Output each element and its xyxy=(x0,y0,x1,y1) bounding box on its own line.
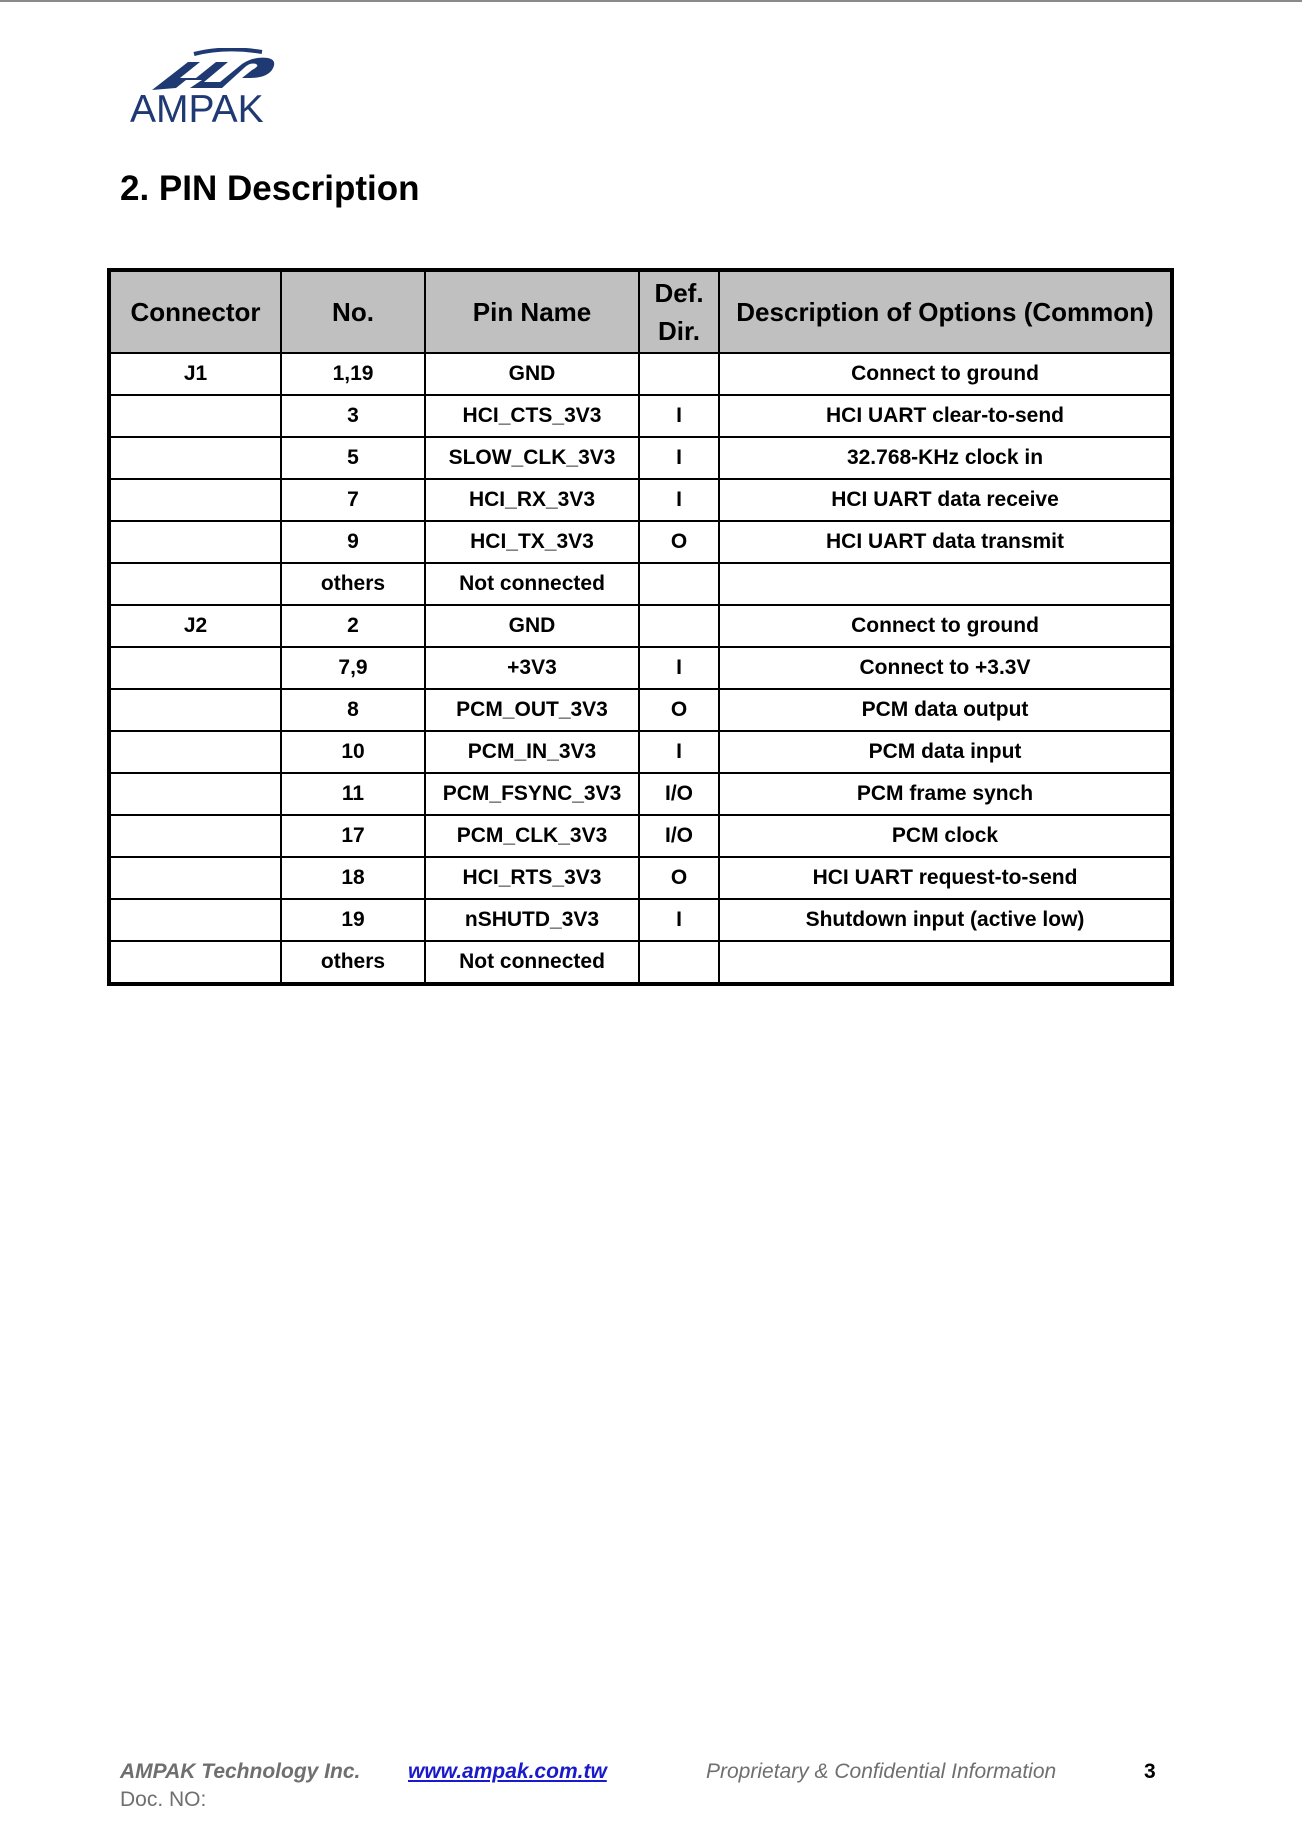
cell-dir: I/O xyxy=(639,773,719,815)
cell-dir: I xyxy=(639,395,719,437)
cell-no: 7 xyxy=(281,479,425,521)
cell-no: 2 xyxy=(281,605,425,647)
cell-connector xyxy=(109,647,281,689)
cell-pin-name: HCI_RTS_3V3 xyxy=(425,857,639,899)
cell-dir: I xyxy=(639,899,719,941)
cell-pin-name: HCI_CTS_3V3 xyxy=(425,395,639,437)
cell-no: 5 xyxy=(281,437,425,479)
cell-connector xyxy=(109,941,281,984)
cell-description: PCM data output xyxy=(719,689,1172,731)
table-row xyxy=(109,773,1172,815)
table-row xyxy=(109,605,1172,647)
cell-description: PCM clock xyxy=(719,815,1172,857)
table-row xyxy=(109,941,1172,984)
cell-dir xyxy=(639,563,719,605)
cell-description: HCI UART data transmit xyxy=(719,521,1172,563)
cell-no: 7,9 xyxy=(281,647,425,689)
header-no: No. xyxy=(281,270,425,353)
header-def-dir xyxy=(639,270,719,353)
cell-no: 9 xyxy=(281,521,425,563)
table-row xyxy=(109,437,1172,479)
cell-pin-name: PCM_OUT_3V3 xyxy=(425,689,639,731)
cell-connector xyxy=(109,689,281,731)
cell-pin-name: HCI_RX_3V3 xyxy=(425,479,639,521)
header-def-dir-line1: Def. xyxy=(654,278,704,308)
cell-pin-name: PCM_IN_3V3 xyxy=(425,731,639,773)
ampak-logo-mark-icon xyxy=(130,48,290,92)
logo-wordmark: AMPAK xyxy=(130,88,264,131)
cell-pin-name: nSHUTD_3V3 xyxy=(425,899,639,941)
cell-description: PCM data input xyxy=(719,731,1172,773)
cell-description: Connect to +3.3V xyxy=(719,647,1172,689)
cell-description: HCI UART data receive xyxy=(719,479,1172,521)
table-row xyxy=(109,395,1172,437)
cell-description: HCI UART clear-to-send xyxy=(719,395,1172,437)
cell-no: 3 xyxy=(281,395,425,437)
cell-description: Connect to ground xyxy=(719,353,1172,395)
pin-description-table xyxy=(107,268,1174,986)
footer-company: AMPAK Technology Inc. xyxy=(120,1760,361,1783)
cell-no: 18 xyxy=(281,857,425,899)
cell-connector: J1 xyxy=(109,353,281,395)
cell-description: 32.768-KHz clock in xyxy=(719,437,1172,479)
cell-connector xyxy=(109,815,281,857)
cell-dir: I/O xyxy=(639,815,719,857)
table-row xyxy=(109,689,1172,731)
cell-dir xyxy=(639,941,719,984)
cell-pin-name: PCM_FSYNC_3V3 xyxy=(425,773,639,815)
table-row xyxy=(109,857,1172,899)
cell-connector xyxy=(109,731,281,773)
table-row xyxy=(109,521,1172,563)
cell-connector xyxy=(109,437,281,479)
cell-dir: O xyxy=(639,689,719,731)
cell-description: PCM frame synch xyxy=(719,773,1172,815)
cell-connector xyxy=(109,395,281,437)
cell-connector xyxy=(109,521,281,563)
footer-doc-no: Doc. NO: xyxy=(120,1788,207,1811)
cell-no: 10 xyxy=(281,731,425,773)
cell-pin-name: GND xyxy=(425,605,639,647)
cell-no: 17 xyxy=(281,815,425,857)
cell-pin-name: HCI_TX_3V3 xyxy=(425,521,639,563)
top-rule xyxy=(0,0,1302,2)
table-row xyxy=(109,647,1172,689)
cell-pin-name: GND xyxy=(425,353,639,395)
header-connector: Connector xyxy=(109,270,281,353)
cell-pin-name: Not connected xyxy=(425,941,639,984)
cell-connector xyxy=(109,563,281,605)
cell-pin-name: Not connected xyxy=(425,563,639,605)
cell-no: others xyxy=(281,563,425,605)
cell-dir: I xyxy=(639,647,719,689)
cell-connector xyxy=(109,899,281,941)
section-title: 2. PIN Description xyxy=(120,169,420,208)
cell-no: 8 xyxy=(281,689,425,731)
table-row xyxy=(109,479,1172,521)
cell-pin-name: SLOW_CLK_3V3 xyxy=(425,437,639,479)
cell-dir: I xyxy=(639,479,719,521)
cell-connector xyxy=(109,773,281,815)
table-header-row xyxy=(109,270,1172,353)
page-footer xyxy=(120,1760,1180,1816)
cell-description xyxy=(719,563,1172,605)
header-pin-name: Pin Name xyxy=(425,270,639,353)
cell-dir: O xyxy=(639,857,719,899)
cell-connector: J2 xyxy=(109,605,281,647)
cell-no: 19 xyxy=(281,899,425,941)
cell-description: Shutdown input (active low) xyxy=(719,899,1172,941)
cell-no: 11 xyxy=(281,773,425,815)
table-row xyxy=(109,815,1172,857)
cell-dir xyxy=(639,353,719,395)
cell-dir: O xyxy=(639,521,719,563)
footer-url-link[interactable]: www.ampak.com.tw xyxy=(408,1760,607,1783)
table-row xyxy=(109,353,1172,395)
ampak-logo xyxy=(130,48,290,134)
cell-pin-name: PCM_CLK_3V3 xyxy=(425,815,639,857)
cell-description xyxy=(719,941,1172,984)
footer-confidential: Proprietary & Confidential Information xyxy=(706,1760,1057,1783)
table-row xyxy=(109,731,1172,773)
cell-no: 1,19 xyxy=(281,353,425,395)
cell-connector xyxy=(109,857,281,899)
header-description: Description of Options (Common) xyxy=(719,270,1172,353)
footer-page-number: 3 xyxy=(1144,1760,1156,1783)
cell-dir: I xyxy=(639,437,719,479)
cell-pin-name: +3V3 xyxy=(425,647,639,689)
cell-no: others xyxy=(281,941,425,984)
cell-connector xyxy=(109,479,281,521)
cell-dir: I xyxy=(639,731,719,773)
header-def-dir-line2: Dir. xyxy=(658,316,700,346)
cell-dir xyxy=(639,605,719,647)
table-row xyxy=(109,899,1172,941)
table-row xyxy=(109,563,1172,605)
cell-description: Connect to ground xyxy=(719,605,1172,647)
cell-description: HCI UART request-to-send xyxy=(719,857,1172,899)
